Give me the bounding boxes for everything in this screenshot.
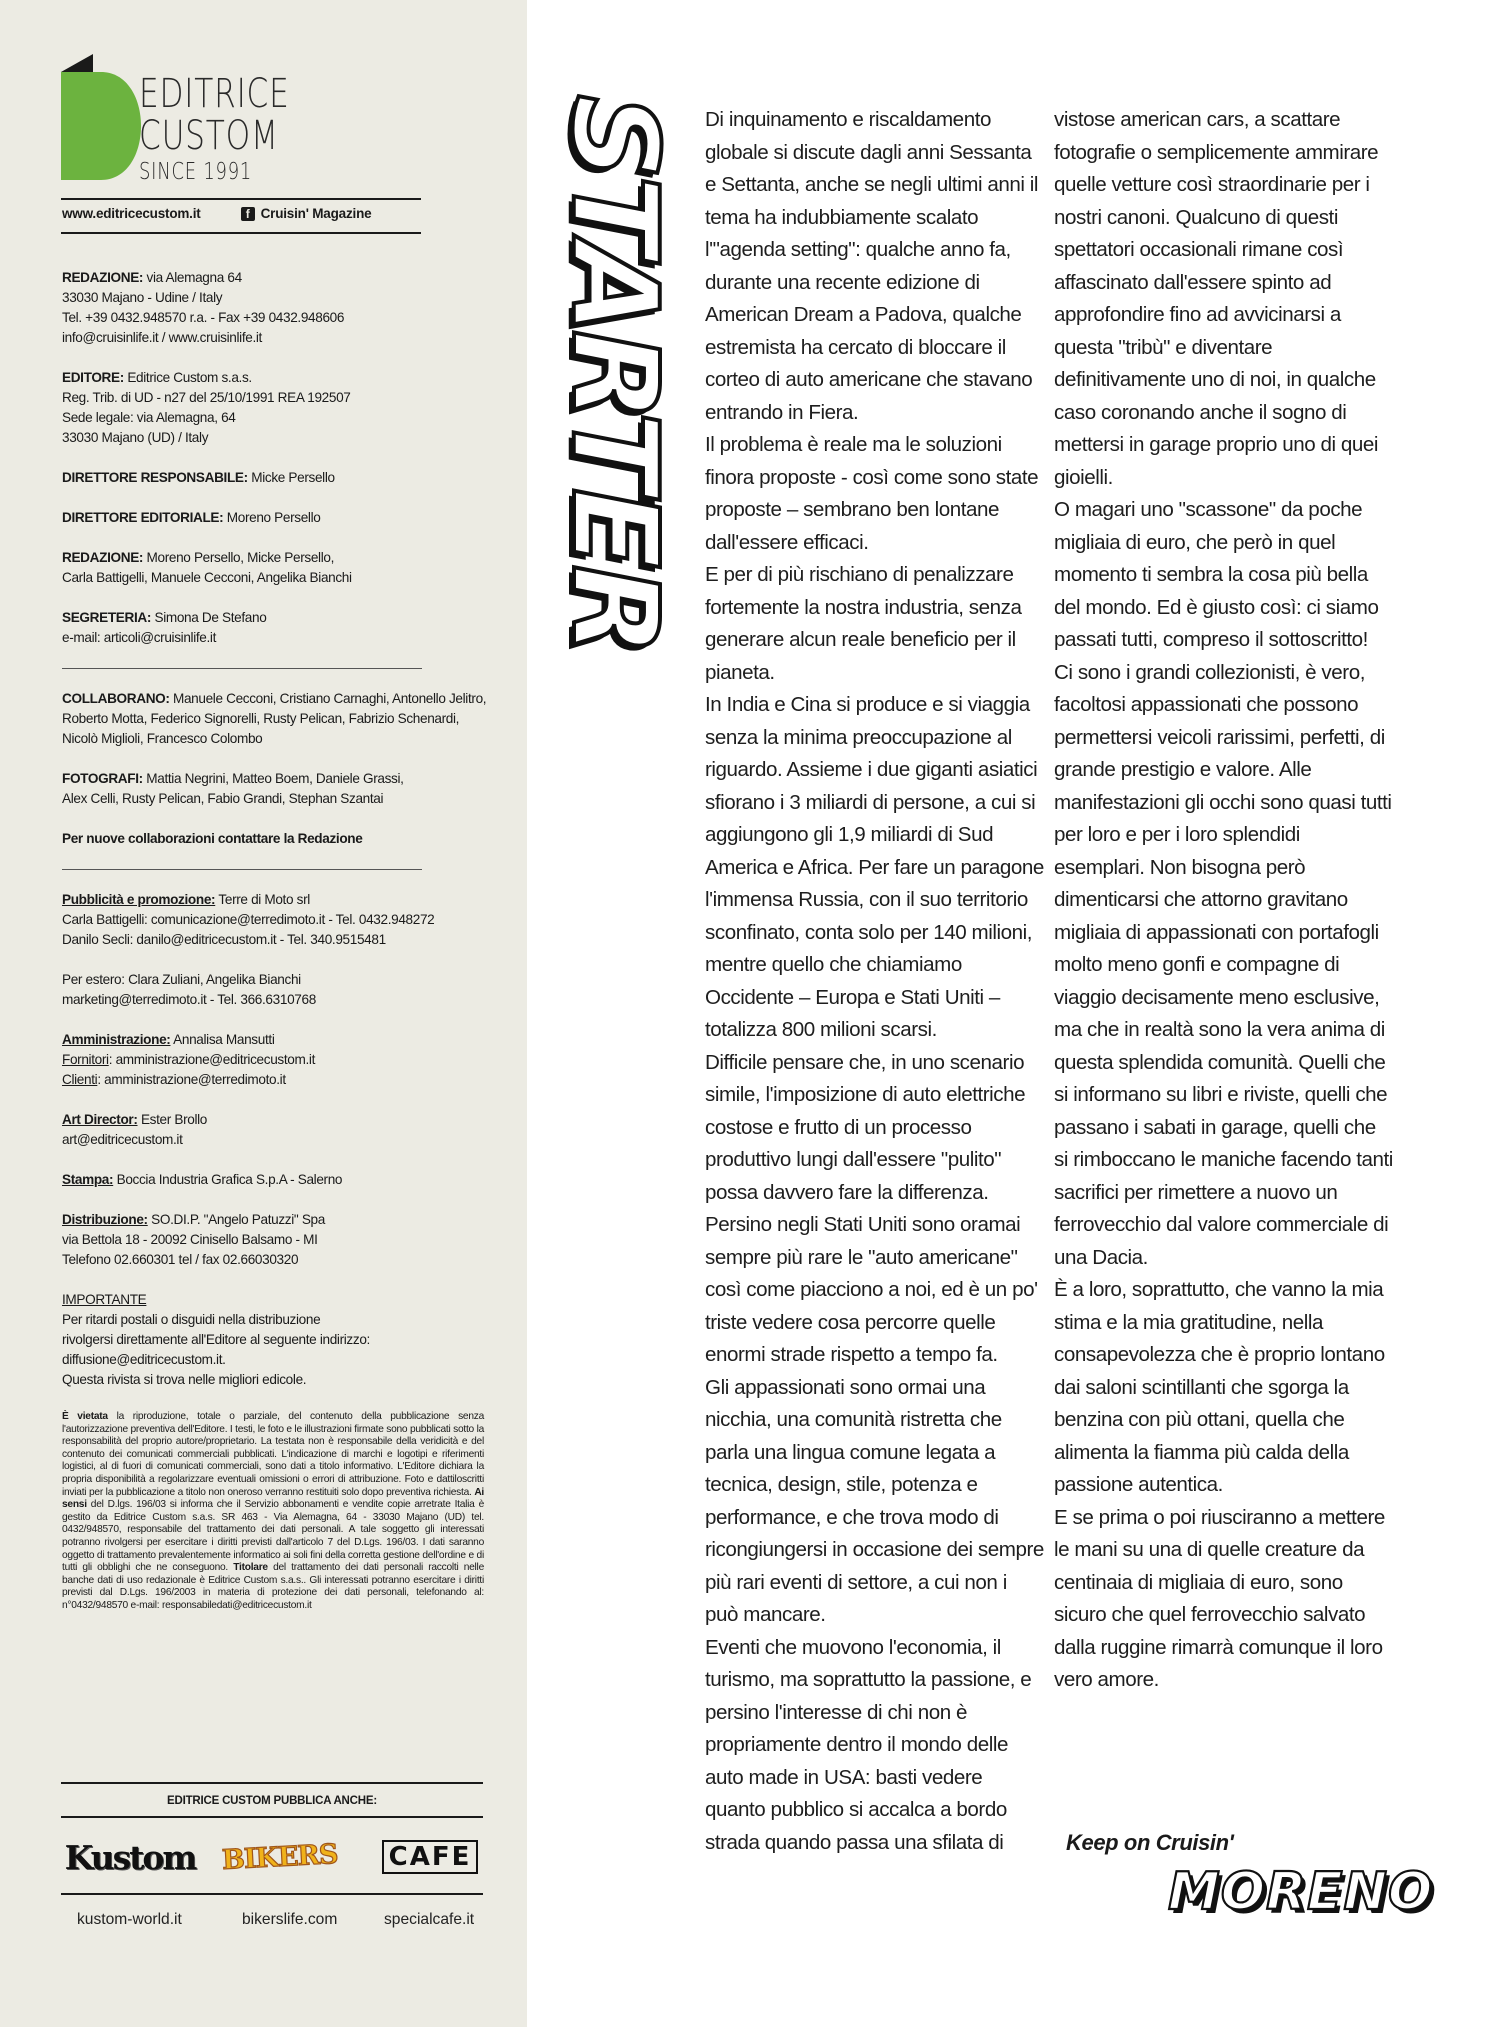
article-column-1 <box>705 104 1045 1859</box>
bikers-logo[interactable]: BIKERS <box>221 1838 339 1876</box>
credit-redazione: REDAZIONE: via Alemagna 64 33030 Majano - Udine / Italy Tel. +39 0432.948570 r.a. - Fax +39 0432.948606 info@cruisinlife.it / www.cruisinlife.it <box>62 270 345 345</box>
facebook-link[interactable] <box>241 206 372 221</box>
credit-stampa: Stampa: Boccia Industria Grafica S.p.A - Salerno <box>62 1172 343 1187</box>
bikers-url[interactable]: bikerslife.com <box>242 1911 338 1928</box>
divider <box>62 668 422 669</box>
logo-line-1: EDITRICE <box>139 71 290 117</box>
credit-importante: IMPORTANTE Per ritardi postali o disguidi nella distribuzione rivolgersi direttamente all'Editore al seguente indirizzo: diffusione@editricecustom.it. Questa rivista si trova nelle migliori edicole. <box>62 1292 370 1387</box>
publishes-heading: EDITRICE CUSTOM PUBBLICA ANCHE: <box>167 1795 377 1807</box>
kustom-url[interactable]: kustom-world.it <box>77 1911 182 1928</box>
credit-fotografi: FOTOGRAFI: Mattia Negrini, Matteo Boem, Daniele Grassi, Alex Celli, Rusty Pelican, Fabio Grandi, Stephan Szantai <box>62 771 404 806</box>
kustom-logo[interactable]: Kustom <box>64 1837 196 1877</box>
masthead-sidebar <box>0 0 527 2027</box>
credit-art-director: Art Director: Ester Brollo art@editricecustom.it <box>62 1112 208 1147</box>
signature-kicker: Keep on Cruisin' <box>1066 1830 1234 1855</box>
divider <box>61 1893 483 1895</box>
signature-name: MORENO <box>1168 1862 1434 1922</box>
website-link[interactable]: www.editricecustom.it <box>62 206 201 221</box>
sister-magazines <box>62 1832 482 1882</box>
logo-line-2: CUSTOM <box>139 113 279 159</box>
credit-distribuzione: Distribuzione: SO.DI.P. "Angelo Patuzzi" Spa via Bettola 18 - 20092 Cinisello Balsamo - MI Telefono 02.660301 tel / fax 02.66030320 <box>62 1212 325 1267</box>
cafe-url[interactable]: specialcafe.it <box>384 1911 475 1928</box>
paragraph: È a loro, soprattutto, che vanno la mia stima e la mia gratitudine, nella consapevolezza che è proprio lontano dai saloni scintillanti che sgorga la benzina con più ottani, quella che alimenta la fiamma più calda della passione autentica. <box>1054 1278 1385 1496</box>
paragraph: Eventi che muovono l'economia, il turismo, ma soprattutto la passione, e persino l'interesse di chi non è propriamente dentro il mondo delle auto made in USA: basti vedere quanto pubblico si accalca a bordo strada quando passa una sfilata di <box>705 1635 1032 1854</box>
credit-direttore-editoriale: DIRETTORE EDITORIALE: Moreno Persello <box>62 510 321 525</box>
credit-segreteria: SEGRETERIA: Simona De Stefano e-mail: articoli@cruisinlife.it <box>62 610 267 645</box>
legal-notice: È vietata la riproduzione, totale o parziale, del contenuto della pubblicazione senza l'autorizzazione preventiva dell'Editore. I testi, le foto e le illustrazioni firmate sono pubblicati sotto la responsabilità del proprio autore/proprietario. La testata non è responsabile della veridicità e del contenuto dei comunicati commerciali pubblicati. L'indicazione di marchi e logotipi e riferimenti logistici, al di fuori di comunicati commerciali, sono dati a titolo informativo. L'Editore dichiara la propria disponibilità a regolarizzare eventuali omissioni o errori di attribuzione. Foto e dattiloscritti inviati per la pubblicazione a titolo non oneroso verranno restituiti solo dopo preventiva richiesta. Ai sensi del D.lgs. 196/03 si informa che il Servizio abbonamenti e vendite copie arretrate Italia è gestito da Editrice Custom s.a.s. SR 463 - Via Alemagna, 64 - 33030 Majano (UD) tel. 0432/948570, responsabile del trattamento dei dati personali. A tale soggetto gli interessati potranno rivolgersi per esercitare i diritti previsti dall'articolo 7 del D.Lgs. 196/03. I dati saranno oggetto di trattamento prevalentemente informatico ai soli fini della corretta gestione dell'ordine e di tutti gli obblighi che ne conseguono. Titolare del trattamento dei dati personali raccolti nelle banche dati di uso redazionale è Editrice Custom s.a.s.. Gli interessati potranno esercitare i diritti previsti dal D.Lgs. 196/2003 in materia di protezione dei dati personali, telefonando al: n°0432/948570 e-mail: responsabiledati@editricecustom.it <box>62 1411 484 1611</box>
divider <box>61 198 421 200</box>
web-links <box>62 206 422 221</box>
paragraph: In India e Cina si produce e si viaggia senza la minima preoccupazione al riguardo. Assieme i due giganti asiatici sfiorano i 3 miliardi di persone, a cui si aggiungono gli 1,9 miliardi di Sud America e Africa. Per fare un paragone l'immensa Russia, con il suo territorio sconfinato, conta solo per 140 milioni, mentre quello che chiamiamo Occidente – Europa e Stati Uniti – totalizza 800 milioni scarsi. <box>705 693 1044 1041</box>
credit-collaborano: COLLABORANO: Manuele Cecconi, Cristiano Carnaghi, Antonello Jelitro, Roberto Motta, Federico Signorelli, Rusty Pelican, Fabrizio Schenardi, Nicolò Miglioli, Francesco Colombo <box>62 691 487 746</box>
editrice-custom-logo <box>61 54 421 184</box>
starter-heading <box>546 94 684 652</box>
credits-block <box>62 268 492 1410</box>
credit-redazione-staff: REDAZIONE: Moreno Persello, Micke Persello, Carla Battigelli, Manuele Cecconi, Angelika Bianchi <box>62 550 352 585</box>
divider <box>61 1816 483 1818</box>
paragraph: Persino negli Stati Uniti sono oramai sempre più rare le "auto americane" così come piacciono a noi, ed è un po' triste vedere cosa percorre quelle enormi strade rispetto a tempo fa. <box>705 1213 1038 1366</box>
facebook-icon: f <box>241 207 255 221</box>
starter-title: STARTER <box>546 94 684 652</box>
facebook-label: Cruisin' Magazine <box>260 206 372 221</box>
divider <box>62 869 422 870</box>
special-cafe-logo[interactable]: CAFE <box>380 1832 480 1882</box>
article-column-2 <box>1054 104 1394 1697</box>
paragraph: Ci sono i grandi collezionisti, è vero, facoltosi appassionati che possono permettersi veicoli rarissimi, perfetti, di grande prestigio e valore. Alle manifestazioni gli occhi sono quasi tutti per loro e per i loro splendidi esemplari. Non bisogna però dimenticarsi che attorno gravitano migliaia di appassionati con portafogli molto meno gonfi e compagne di viaggio decisamente meno esclusive, ma che in realtà sono la vera anima di questa splendida comunità. Quelli che si informano su libri e riviste, quelli che passano i sabati in garage, quelli che si rimboccano le maniche facendo tanti sacrifici per rimettere a nuovo un ferrovecchio dal valore commerciale di una Dacia. <box>1054 660 1393 1269</box>
paragraph: O magari uno "scassone" da poche migliaia di euro, che però in quel momento ti sembra la cosa più bella del mondo. Ed è giusto così: ci siamo passati tutti, compreso il sottoscritto! <box>1054 498 1379 651</box>
logo-line-3: SINCE 1991 <box>139 159 253 185</box>
credit-nuove-collaborazioni: Per nuove collaborazioni contattare la Redazione <box>62 831 363 846</box>
paragraph: Di inquinamento e riscaldamento globale si discute dagli anni Sessanta e Settanta, anche se negli ultimi anni il tema ha indubbiamente scalato l'"agenda setting": qualche anno fa, durante una recente edizione di American Dream a Padova, qualche estremista ha cercato di bloccare il corteo di auto americane che stavano entrando in Fiera. <box>705 108 1039 424</box>
credit-direttore-responsabile: DIRETTORE RESPONSABILE: Micke Persello <box>62 470 335 485</box>
credit-amministrazione: Amministrazione: Annalisa Mansutti Fornitori: amministrazione@editricecustom.it Clienti: amministrazione@terredimoto.it <box>62 1032 315 1087</box>
logo-wordmark <box>139 73 290 185</box>
paragraph: vistose american cars, a scattare fotografie o semplicemente ammirare quelle vetture così straordinarie per i nostri canoni. Qualcuno di questi spettatori occasionali rimane così affascinato dall'essere spinto ad approfondire fino ad avvicinarsi a questa "tribù" e diventare definitivamente uno di noi, in qualche caso coronando anche il sogno di mettersi in garage proprio uno di quei gioielli. <box>1054 108 1379 489</box>
paragraph: Il problema è reale ma le soluzioni finora proposte - così come sono state proposte – sembrano ben lontane dall'essere efficaci. <box>705 433 1039 554</box>
credit-pubblicita: Pubblicità e promozione: Terre di Moto srl Carla Battigelli: comunicazione@terredimoto.it - Tel. 0432.948272 Danilo Secli: danilo@editricecustom.it - Tel. 340.9515481 <box>62 892 435 947</box>
paragraph: E se prima o poi riusciranno a mettere le mani su una di quelle creature da centinaia di migliaia di euro, sono sicuro che quel ferrovecchio salvato dalla ruggine rimarrà comunque il loro vero amore. <box>1054 1505 1385 1691</box>
logo-mark-icon <box>61 54 144 180</box>
paragraph: Difficile pensare che, in uno scenario simile, l'imposizione di auto elettriche costose e frutto di un processo produttivo lungi dall'essere "pulito" possa davvero fare la differenza. <box>705 1050 1026 1204</box>
divider <box>61 232 421 234</box>
paragraph: Gli appassionati sono ormai una nicchia, una comunità ristretta che parla una lingua comune legata a tecnica, design, stile, potenza e performance, e che trova modo di ricongiungersi in occasione dei sempre più rari eventi di settore, a cui non i può mancare. <box>705 1375 1044 1626</box>
divider <box>61 1782 483 1784</box>
credit-editore: EDITORE: Editrice Custom s.a.s. Reg. Trib. di UD - n27 del 25/10/1991 REA 192507 Sede legale: via Alemagna, 64 33030 Majano (UD) / Italy <box>62 370 351 445</box>
paragraph: E per di più rischiano di penalizzare fortemente la nostra industria, senza generare alcun reale beneficio per il pianeta. <box>705 563 1022 684</box>
credit-estero: Per estero: Clara Zuliani, Angelika Bianchi marketing@terredimoto.it - Tel. 366.6310768 <box>62 972 316 1007</box>
